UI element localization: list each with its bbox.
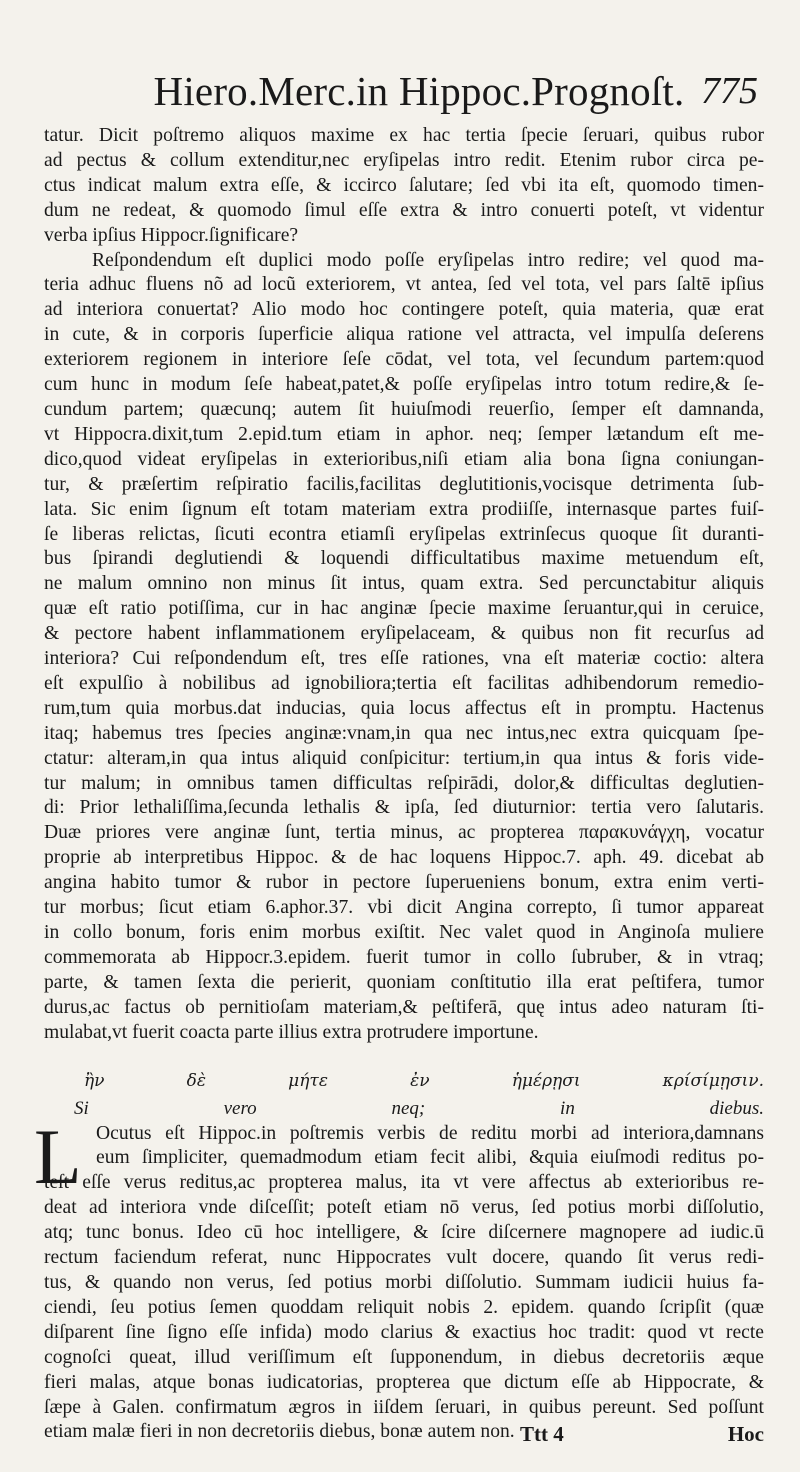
text-line: ad pectus & collum extenditur,nec eryſipelas intro redit. Etenim rubor circa pe- — [44, 149, 764, 171]
page-number: 775 — [701, 70, 758, 112]
text-line: lata. Sic enim ſignum eſt totam materiam extra prodiiſſe, internasque partes fuiſ- — [44, 498, 764, 520]
paragraph-1 — [44, 124, 764, 249]
text-line: ſe liberas relictas, ſicuti econtra etiamſi eryſipelas extrinſecus quoque ſit duranti- — [44, 523, 764, 545]
text-line: deat ad interiora vnde diſceſſit; poteſt etiam nō verus, ſed potius morbi diſſolutio, — [44, 1197, 764, 1219]
text-line: di: Prior lethaliſſima,ſecunda lethalis & ipſa, ſed diuturnior: tertia vero ſalutaris. — [44, 797, 764, 819]
text-line: bus ſpirandi deglutiendi & loquendi difficultatibus maxime metuendum eſt, — [44, 548, 764, 570]
text-line: cognoſci queat, illud veriſſimum eſt ſupponendum, in diebus decretoriis æque — [44, 1346, 764, 1368]
text-line: cum hunc in modum ſeſe habeat,patet,& poſſe eryſipelas intro totum redire,& ſe- — [44, 374, 764, 396]
text-line: vt Hippocra.dixit,tum 2.epid.tum etiam in aphor. neq; ſemper lætandum eſt me- — [44, 423, 764, 445]
text-line: ad interiora conuertat? Alio modo hoc contingere poteſt, quia materia, quæ erat — [44, 299, 764, 321]
text-line: quæ eſt ratio potiſſima, cur in hac anginæ ſpecie maxime ſeruantur,qui in ceruice, — [44, 598, 764, 620]
text-line: teria adhuc fluens nõ ad locũ exteriorem, vt antea, ſed vel tota, vel pars ſaltē ipſius — [44, 274, 764, 296]
running-head — [44, 58, 764, 124]
text-line: tur morbus; ſicut etiam 6.aphor.37. vbi dicit Angina correpto, ſi tumor appareat — [44, 897, 764, 919]
text-line: eſt expulſio à nobilibus ad ignobiliora;tertia eſt facilitas adhibendorum remedio- — [44, 672, 764, 694]
text-line: exteriorem regionem in interiore ſeſe cōdat, vel tota, vel ſecundum partem:quod — [44, 349, 764, 371]
text-line: ctatur: alteram,in qua intus aliquid conſpicitur: tertium,in qua intus & foris vide- — [44, 747, 764, 769]
text-line: ciendi, ſeu potius ſemen quoddam reliquit nobis 2. epidem. quando ſcripſit (quæ — [44, 1296, 764, 1318]
text-line: ne malum omnino non minus ſit intus, quam extra. Sed percunctabitur aliquis — [44, 573, 764, 595]
latin-lemma: Si vero neq; in diebus. — [74, 1097, 764, 1119]
paragraph-3 — [34, 1112, 764, 1446]
text-line: fieri malas, atque bonas iudicatorias, propterea que dictum eſſe ab Hippocrate, & — [44, 1371, 764, 1393]
page-footer — [44, 1422, 764, 1452]
text-line: proprie ab interpretibus Hippoc. & de hac loquens Hippoc.7. aph. 49. dicebat ab — [44, 847, 764, 869]
text-line: itaq; habemus tres ſpecies anginæ:vnam,in qua nec intus,nec extra quicquam ſpe- — [44, 722, 764, 744]
text-line: angina habito tumor & rubor in pectore ſuperueniens bonum, extra enim verti- — [44, 872, 764, 894]
text-line: teſt eſſe verus reditus,ac propterea malus, ita vt vere affectus ab exterioribus re- — [44, 1172, 764, 1194]
text-line: rum,tum quia morbus.dat inducias, quia locus affectus eſt in promptu. Hactenus — [44, 697, 764, 719]
text-line: in collo bonum, foris enim morbus exiſtit. Nec valet quod in Anginoſa muliere — [44, 922, 764, 943]
text-line: & pectore habent inflammationem eryſipelaceam, & quibus non fit recurſus ad — [44, 623, 764, 645]
text-line: commemorata ab Hippocr.3.epidem. fuerit tumor in collo ſubruber, & in vtraq; — [44, 946, 764, 968]
text-line: in cute, & in corporis ſuperficie aliqua ratione vel attracta, vel impulſa deſerens — [44, 324, 764, 346]
text-line: tur, & præſertim reſpiratio facilis,facilitas deglutitionis,vocisque detrimenta ſub- — [44, 473, 764, 495]
text-line: parte, & tamen ſexta die perierit, quoniam conſtitutio illa erat peſtifera, tumor — [44, 971, 764, 993]
text-line: ctus indicat malum extra eſſe, & iccirco ſalutare; ſed vbi ita eſt, quomodo timen- — [44, 174, 764, 196]
text-line: mulabat,vt fuerit coacta parte illius extra protrudere importune. — [44, 1021, 539, 1043]
commentary-body — [34, 124, 764, 1445]
text-line: atq; tunc bonus. Ideo cū hoc intelligere, & ſcire diſcernere magnopere ad iudic.ū — [44, 1222, 764, 1244]
text-line: diſparent ſine ſigno eſſe infida) modo clarius & exactius hoc tradit: quod vt recte — [44, 1321, 764, 1343]
text-line: dum ne redeat, & quomodo ſimul eſſe extra & intro conuerti poteſt, vt videntur — [44, 199, 764, 221]
text-line: Duæ priores vere anginæ ſunt, tertia minus, ac propterea παρακυνάγχη, vocatur — [44, 822, 764, 844]
spacer — [44, 1046, 764, 1066]
text-line: rectum faciendum referat, nunc Hippocrates vult docere, quando ſit verus redi- — [44, 1247, 764, 1269]
text-line: ſæpe à Galen. confirmatum ægros in iiſdem ſeruari, in quibus pereunt. Sed poſſunt — [44, 1396, 764, 1418]
text-line: cundum partem; quæcunq; autem ſit huiuſmodi reuerſio, ſemper eſt damnanda, — [44, 398, 764, 420]
text-line: verba ipſius Hippocr.ſignificare? — [44, 224, 299, 246]
text-line: Ocutus eſt Hippoc.in poſtremis verbis de reditu morbi ad interiora,damnans — [96, 1122, 764, 1144]
drop-cap: L — [34, 1112, 82, 1200]
text-line: interiora? Cui reſpondendum eſt, tres eſſe rationes, vna eſt materiæ coctio: altera — [44, 648, 764, 670]
text-line: eum ſimpliciter, quemadmodum etiam fecit alibi, &quia eiuſmodi reditus po- — [96, 1147, 764, 1169]
signature-mark: Ttt 4 — [520, 1422, 564, 1446]
catchword: Hoc — [727, 1422, 764, 1446]
text-line: Reſpondendum eſt duplici modo poſſe eryſipelas intro redire; vel quod ma- — [92, 249, 764, 271]
greek-lemma: ἢν δὲ μήτε ἐν ἡμέρῃσι κρίσίμῃσιν. — [84, 1070, 764, 1091]
text-line: tus, & quando non verus, ſed potius morbi diſſolutio. Summam iudicii huius fa- — [44, 1271, 764, 1293]
text-line: durus,ac factus ob pernitioſam materiam,& peſtiferā, quę intus adeo naturam ſti- — [44, 996, 764, 1018]
paragraph-2 — [44, 249, 764, 1046]
text-line: etiam malæ fieri in non decretoriis diebus, bonæ autem non. — [44, 1421, 515, 1443]
text-line: dico,quod videat eryſipelas in exterioribus,niſi etiam alia bona ſigna coniungan- — [44, 448, 764, 470]
text-line: tur malum; in omnibus tamen difficultas reſpirādi, dolor,& difficultas deglutien- — [44, 772, 764, 794]
running-title: Hiero.Merc.in Hippoc.Prognoſt. — [153, 68, 685, 114]
text-line: tatur. Dicit poſtremo aliquos maxime ex hac tertia ſpecie ſeruari, quibus rubor — [44, 125, 764, 146]
